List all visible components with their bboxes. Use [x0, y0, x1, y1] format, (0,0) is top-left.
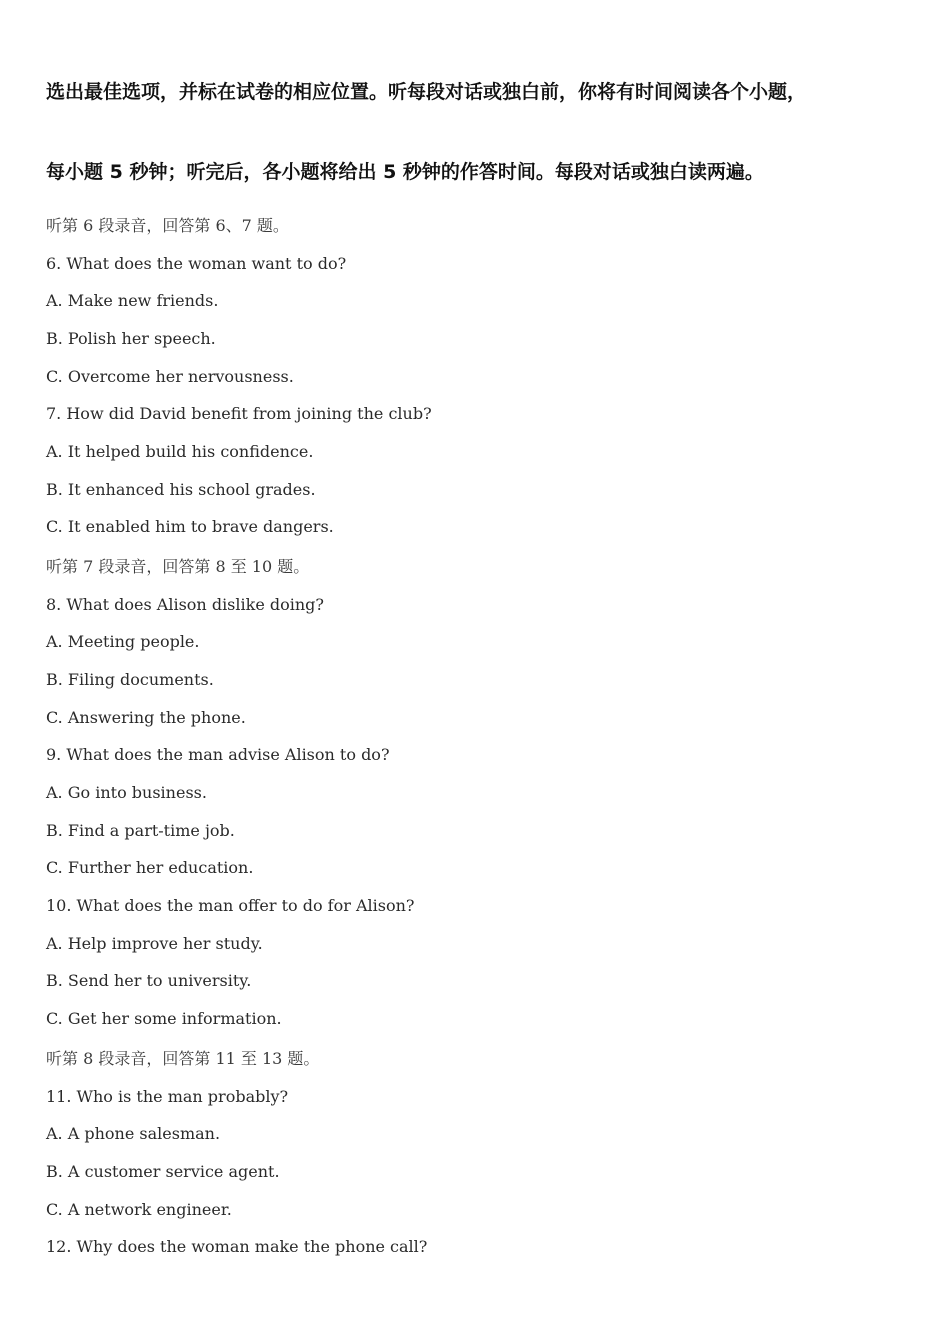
section-heading: 听第 6 段录音，回答第 6、7 题。	[46, 216, 289, 235]
answer-option: A. Meeting people.	[46, 632, 200, 651]
question-stem: 11. Who is the man probably?	[46, 1087, 289, 1106]
answer-option: B. Filing documents.	[46, 670, 214, 689]
answer-option: B. Find a part-time job.	[46, 821, 235, 840]
answer-option: A. Help improve her study.	[46, 934, 263, 953]
answer-option: B. A customer service agent.	[46, 1162, 280, 1181]
answer-option: A. A phone salesman.	[46, 1124, 221, 1143]
question-stem: 8. What does Alison dislike doing?	[46, 595, 324, 614]
answer-option: A. Make new friends.	[46, 291, 219, 310]
answer-option: B. It enhanced his school grades.	[46, 480, 316, 499]
answer-option: C. Get her some information.	[46, 1009, 282, 1028]
instruction-line-1: 选出最佳选项，并标在试卷的相应位置。听每段对话或独白前，你将有时间阅读各个小题，	[46, 81, 807, 103]
section-heading: 听第 7 段录音，回答第 8 至 10 题。	[46, 557, 310, 576]
answer-option: C. Further her education.	[46, 858, 254, 877]
answer-option: A. Go into business.	[46, 783, 207, 802]
question-stem: 9. What does the man advise Alison to do?	[46, 745, 390, 764]
section-heading: 听第 8 段录音，回答第 11 至 13 题。	[46, 1049, 320, 1068]
answer-option: C. A network engineer.	[46, 1200, 232, 1219]
question-stem: 10. What does the man offer to do for Alison?	[46, 896, 415, 915]
instruction-line-2: 每小题 5 秒钟；听完后，各小题将给出 5 秒钟的作答时间。每段对话或独白读两遍。	[46, 161, 764, 183]
question-stem: 6. What does the woman want to do?	[46, 254, 347, 273]
answer-option: C. Answering the phone.	[46, 708, 246, 727]
question-stem: 7. How did David benefit from joining the club?	[46, 404, 432, 423]
answer-option: B. Send her to university.	[46, 971, 252, 990]
answer-option: C. Overcome her nervousness.	[46, 367, 294, 386]
answer-option: A. It helped build his confidence.	[46, 442, 314, 461]
answer-option: C. It enabled him to brave dangers.	[46, 517, 334, 536]
answer-option: B. Polish her speech.	[46, 329, 216, 348]
question-stem: 12. Why does the woman make the phone call?	[46, 1237, 428, 1256]
